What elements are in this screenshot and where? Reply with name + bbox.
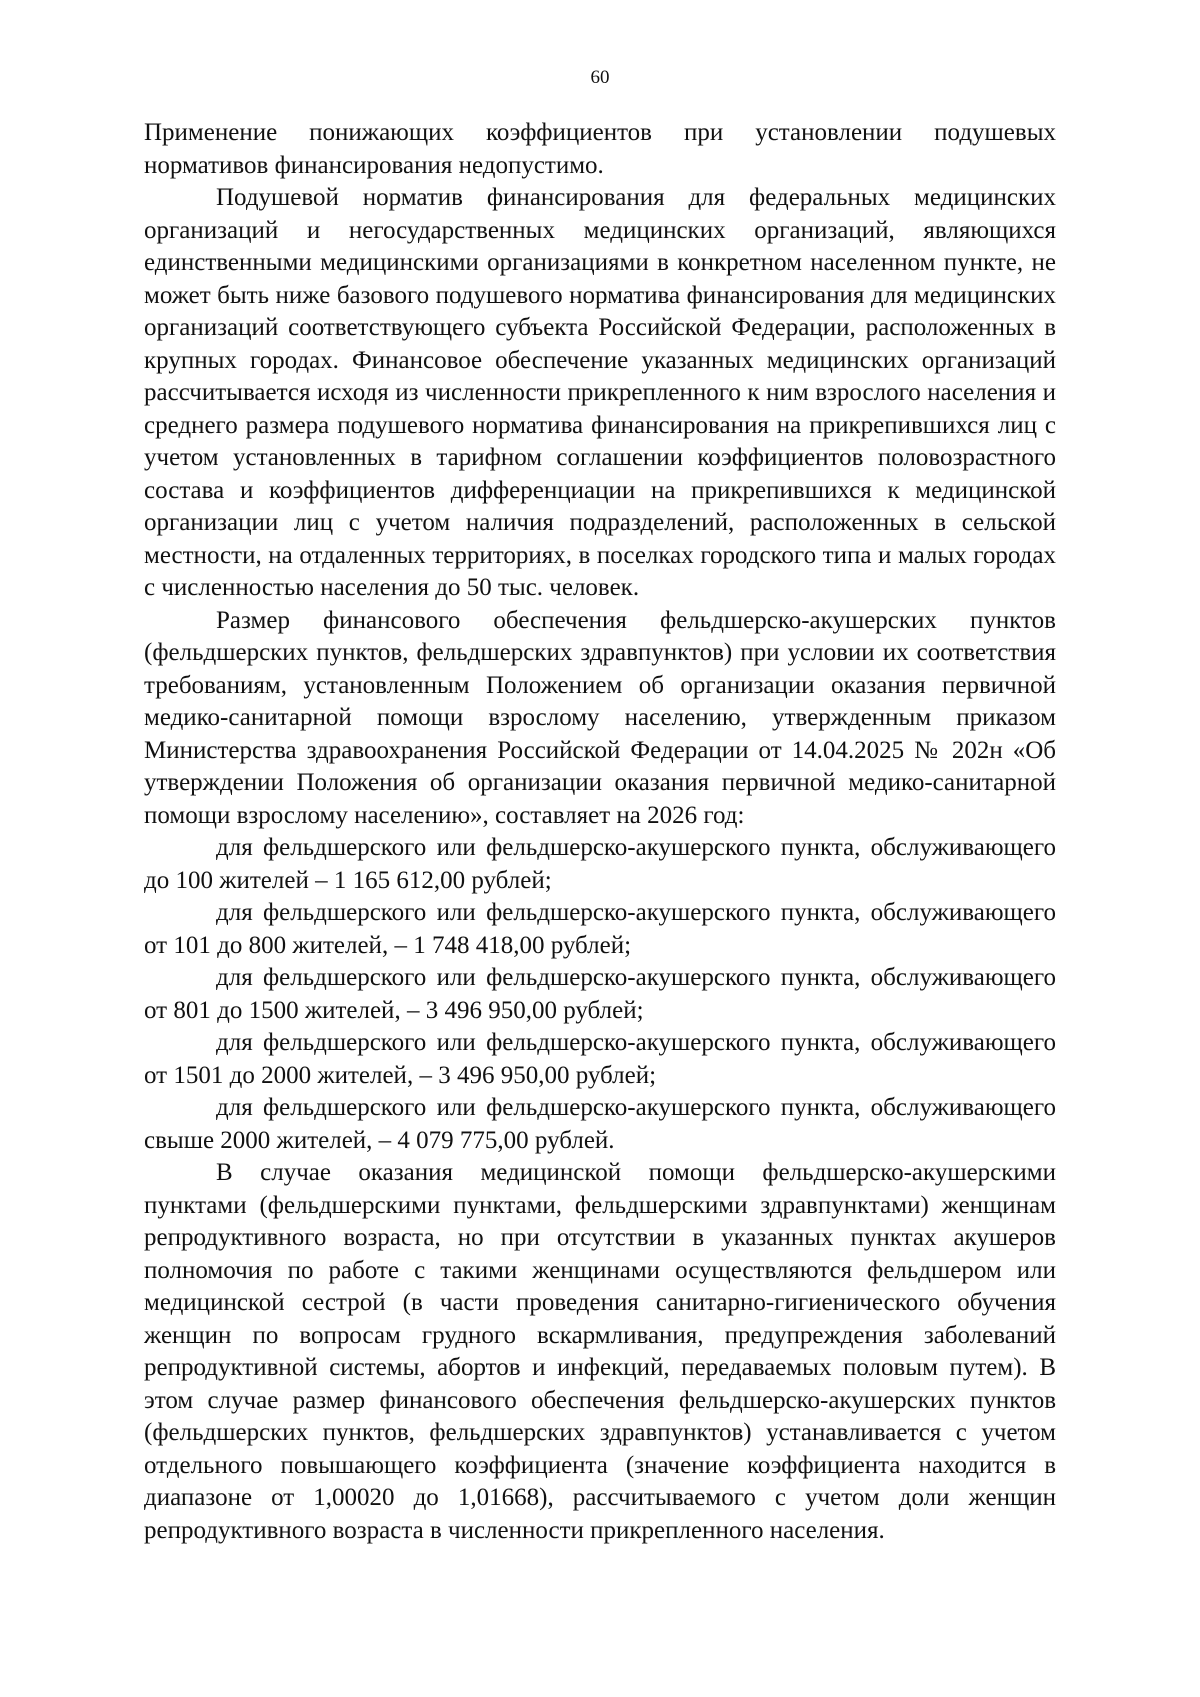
- paragraph-federal-organizations-normative: Подушевой норматив финансирования для федеральных медицинских организаций и негосударственных медицинских организаций, являющихся единственными медицинскими организациями в конкретном населенном пункте, не может быть ниже базового подушевого норматива финансирования для медицинских организаций соответствующего субъекта Российской Федерации, расположенных в крупных городах. Финансовое обеспечение указанных медицинских организаций рассчитывается исходя из численности прикрепленного к ним взрослого населения и среднего размера подушевого норматива финансирования на прикрепившихся лиц с учетом установленных в тарифном соглашении коэффициентов половозрастного состава и коэффициентов дифференциации на прикрепившихся к медицинской организации лиц с учетом наличия подразделений, расположенных в сельской местности, на отдаленных территориях, в поселках городского типа и малых городах с численностью населения до 50 тыс. человек.: [144, 184, 1056, 601]
- list-item-fap-801-1500: для фельдшерского или фельдшерско-акушерского пункта, обслуживающего от 801 до 1500 жителей, – 3 496 950,00 рублей;: [144, 964, 1056, 1024]
- paragraph-fap-financing-size: Размер финансового обеспечения фельдшерско-акушерских пунктов (фельдшерских пунктов, фельдшерских здравпунктов) при условии их соответствия требованиям, установленным Положением об организации оказания первичной медико-санитарной помощи взрослому населению, утвержденным приказом Министерства здравоохранения Российской Федерации от 14.04.2025 № 202н «Об утверждении Положения об организации оказания первичной медико-санитарной помощи взрослому населению», составляет на 2026 год:: [144, 606, 1056, 829]
- list-item-fap-up-to-100: для фельдшерского или фельдшерско-акушерского пункта, обслуживающего до 100 жителей – 1 165 612,00 рублей;: [144, 834, 1056, 894]
- document-body: [144, 117, 1056, 1547]
- paragraph-reproductive-age-coefficient: В случае оказания медицинской помощи фельдшерско-акушерскими пунктами (фельдшерскими пунктами, фельдшерскими здравпунктами) женщинам репродуктивного возраста, но при отсутствии в указанных пунктах акушеров полномочия по работе с такими женщинами осуществляются фельдшером или медицинской сестрой (в части проведения санитарно-гигиенического обучения женщин по вопросам грудного вскармливания, предупреждения заболеваний репродуктивной системы, абортов и инфекций, передаваемых половым путем). В этом случае размер финансового обеспечения фельдшерско-акушерских пунктов (фельдшерских пунктов, фельдшерских здравпунктов) устанавливается с учетом отдельного повышающего коэффициента (значение коэффициента находится в диапазоне от 1,00020 до 1,01668), рассчитываемого с учетом доли женщин репродуктивного возраста в численности прикрепленного населения.: [144, 1159, 1056, 1544]
- list-item-fap-101-800: для фельдшерского или фельдшерско-акушерского пункта, обслуживающего от 101 до 800 жителей, – 1 748 418,00 рублей;: [144, 899, 1056, 959]
- paragraph-coefficients-prohibited: Применение понижающих коэффициентов при установлении подушевых нормативов финансирования недопустимо.: [144, 119, 1056, 179]
- list-item-fap-1501-2000: для фельдшерского или фельдшерско-акушерского пункта, обслуживающего от 1501 до 2000 жителей, – 3 496 950,00 рублей;: [144, 1029, 1056, 1089]
- page-number: 60: [590, 67, 610, 88]
- list-item-fap-over-2000: для фельдшерского или фельдшерско-акушерского пункта, обслуживающего свыше 2000 жителей, – 4 079 775,00 рублей.: [144, 1094, 1056, 1154]
